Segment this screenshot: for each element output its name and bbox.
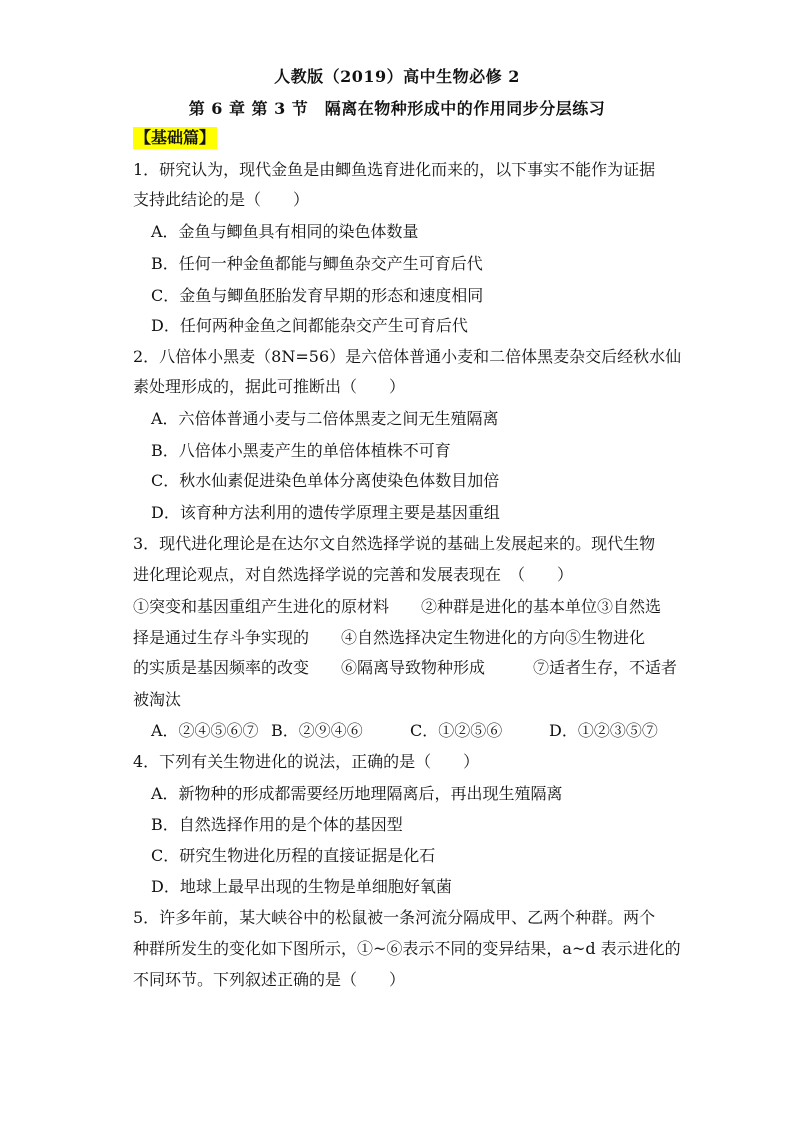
q3-option-a: A．②④⑤⑥⑦ — [151, 721, 259, 740]
q2-option-b: B．八倍体小黑麦产生的单倍体植株不可育 — [151, 441, 451, 460]
document-title: 人教版（2019）高中生物必修 2 — [274, 67, 520, 86]
q3-stem-line-2: 进化理论观点，对自然选择学说的完善和发展表现在 （ ） — [133, 565, 574, 584]
q3-option-d: D．①②③⑤⑦ — [549, 721, 658, 740]
q2-option-d: D．该育种方法利用的遗传学原理主要是基因重组 — [151, 503, 500, 522]
q4-stem-line-1: 4．下列有关生物进化的说法，正确的是（ ） — [133, 752, 480, 771]
q5-stem-line-3: 不同环节。下列叙述正确的是（ ） — [133, 970, 406, 989]
q4-option-b: B．自然选择作用的是个体的基因型 — [151, 815, 403, 834]
q3-stem-line-6: 被淘汰 — [133, 690, 182, 709]
q4-option-c: C．研究生物进化历程的直接证据是化石 — [151, 846, 436, 865]
q1-option-a: A．金鱼与鲫鱼具有相同的染色体数量 — [151, 222, 419, 241]
document-subtitle: 第 6 章 第 3 节 隔离在物种形成中的作用同步分层练习 — [188, 99, 606, 118]
q5-stem-line-2: 种群所发生的变化如下图所示，①~⑥表示不同的变异结果，a~d 表示进化的 — [133, 939, 681, 958]
q2-stem-line-2: 素处理形成的，据此可推断出（ ） — [133, 377, 406, 396]
q3-stem-line-4: 择是通过生存斗争实现的 ④自然选择决定生物进化的方向⑤生物进化 — [133, 628, 646, 647]
q3-stem-line-1: 3．现代进化理论是在达尔文自然选择学说的基础上发展起来的。现代生物 — [133, 534, 656, 553]
q2-option-a: A．六倍体普通小麦与二倍体黑麦之间无生殖隔离 — [151, 409, 499, 428]
q1-option-c: C．金鱼与鲫鱼胚胎发育早期的形态和速度相同 — [151, 286, 484, 305]
q4-option-a: A．新物种的形成都需要经历地理隔离后，再出现生殖隔离 — [151, 784, 563, 803]
q3-stem-line-3: ①突变和基因重组产生进化的原材料 ②种群是进化的基本单位③自然选 — [133, 597, 662, 616]
q1-stem-line-2: 支持此结论的是（ ） — [133, 190, 310, 209]
q3-stem-line-5: 的实质是基因频率的改变 ⑥隔离导致物种形成 ⑦适者生存，不适者 — [133, 658, 678, 677]
q4-option-d: D．地球上最早出现的生物是单细胞好氧菌 — [151, 877, 452, 896]
q2-option-c: C．秋水仙素促进染色单体分离使染色体数目加倍 — [151, 471, 500, 490]
q3-option-c: C．①②⑤⑥ — [410, 721, 503, 740]
q1-option-b: B．任何一种金鱼都能与鲫鱼杂交产生可育后代 — [151, 254, 483, 273]
q3-option-b: B．②⑨④⑥ — [271, 721, 363, 740]
q5-stem-line-1: 5．许多年前，某大峡谷中的松鼠被一条河流分隔成甲、乙两个种群。两个 — [133, 908, 656, 927]
section-tag-basic: 【基础篇】 — [135, 128, 216, 147]
q1-option-d: D．任何两种金鱼之间都能杂交产生可育后代 — [151, 316, 468, 335]
q2-stem-line-1: 2．八倍体小黑麦（8N=56）是六倍体普通小麦和二倍体黑麦杂交后经秋水仙 — [133, 347, 682, 366]
q1-stem-line-1: 1．研究认为，现代金鱼是由鲫鱼选育进化而来的，以下事实不能作为证据 — [133, 160, 656, 179]
